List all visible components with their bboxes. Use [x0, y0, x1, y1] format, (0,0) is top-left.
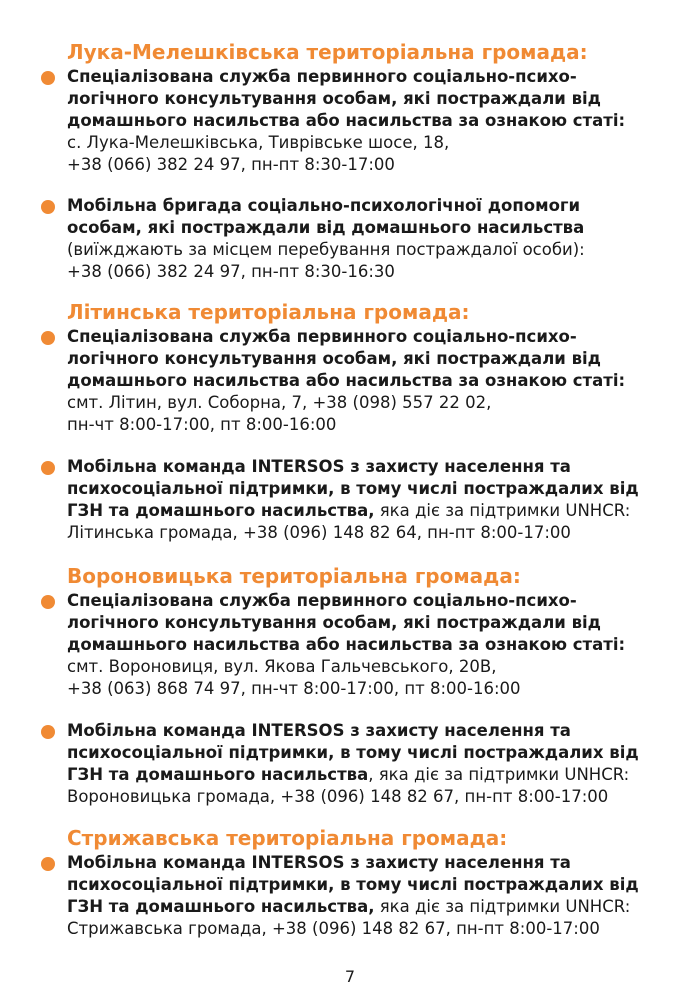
entry-line: [67, 918, 667, 940]
entry-bold-text: Мобільна бригада соціально-психологічної допомоги: [67, 196, 581, 215]
entry-line: [67, 742, 667, 764]
entry-bold-text: Спеціалізована служба первинного соціально-психо-: [67, 67, 577, 86]
entry-bold-text: логічного консультування особам, які постраждали від: [67, 89, 602, 108]
entry-line: [67, 720, 667, 742]
service-entry: [67, 720, 667, 808]
page-number: 7: [344, 967, 356, 986]
entry-text: Стрижавська громада, +38 (096) 148 82 67, пн-пт 8:00-17:00: [67, 919, 600, 938]
entry-bold-text: домашнього насильства або насильства за ознакою статі:: [67, 371, 626, 390]
service-entry: [67, 66, 667, 176]
entry-bold-text: домашнього насильства або насильства за ознакою статі:: [67, 111, 626, 130]
entry-text: , яка діє за підтримки UNHCR:: [368, 765, 630, 784]
entry-line: [67, 66, 667, 88]
entry-line: [67, 764, 667, 786]
bullet-icon: [41, 461, 55, 475]
entry-text: Літинська громада, +38 (096) 148 82 64, пн-пт 8:00-17:00: [67, 523, 571, 542]
entry-line: [67, 478, 667, 500]
bullet-icon: [41, 857, 55, 871]
entry-line: [67, 612, 667, 634]
entry-text: +38 (066) 382 24 97, пн-пт 8:30-17:00: [67, 155, 395, 174]
bullet-icon: [41, 725, 55, 739]
entry-text: (виїжджають за місцем перебування постраждалої особи):: [67, 240, 585, 259]
entry-bold-text: ГЗН та домашнього насильства: [67, 765, 369, 784]
entry-bold-text: Спеціалізована служба первинного соціально-психо-: [67, 327, 577, 346]
entry-line: [67, 110, 667, 132]
service-entry: [67, 852, 667, 940]
entry-line: [67, 678, 667, 700]
service-entry: [67, 456, 667, 544]
section-heading: Стрижавська територіальна громада:: [67, 826, 508, 850]
entry-text: смт. Вороновиця, вул. Якова Гальчевського, 20В,: [67, 657, 497, 676]
entry-bold-text: особам, які постраждали від домашнього насильства: [67, 218, 585, 237]
entry-bold-text: ГЗН та домашнього насильства,: [67, 501, 375, 520]
entry-line: [67, 590, 667, 612]
entry-bold-text: Мобільна команда INTERSOS з захисту населення та: [67, 457, 571, 476]
entry-line: [67, 217, 667, 239]
entry-bold-text: логічного консультування особам, які постраждали від: [67, 349, 602, 368]
bullet-icon: [41, 71, 55, 85]
entry-bold-text: логічного консультування особам, які постраждали від: [67, 613, 602, 632]
service-entry: [67, 590, 667, 700]
entry-bold-text: психосоціальної підтримки, в тому числі постраждалих від: [67, 743, 639, 762]
entry-text: смт. Літин, вул. Соборна, 7, +38 (098) 557 22 02,: [67, 393, 492, 412]
entry-bold-text: Спеціалізована служба первинного соціально-психо-: [67, 591, 577, 610]
entry-text: яка діє за підтримки UNHCR:: [374, 501, 631, 520]
entry-line: [67, 239, 667, 261]
entry-line: [67, 522, 667, 544]
service-entry: [67, 326, 667, 436]
bullet-icon: [41, 595, 55, 609]
entry-line: [67, 500, 667, 522]
entry-line: [67, 786, 667, 808]
bullet-icon: [41, 200, 55, 214]
entry-bold-text: Мобільна команда INTERSOS з захисту населення та: [67, 853, 571, 872]
entry-line: [67, 456, 667, 478]
entry-line: [67, 261, 667, 283]
entry-line: [67, 326, 667, 348]
entry-text: Вороновицька громада, +38 (096) 148 82 67, пн-пт 8:00-17:00: [67, 787, 609, 806]
entry-line: [67, 414, 667, 436]
entry-bold-text: Мобільна команда INTERSOS з захисту населення та: [67, 721, 571, 740]
service-entry: [67, 195, 667, 283]
entry-line: [67, 195, 667, 217]
entry-line: [67, 852, 667, 874]
entry-text: пн-чт 8:00-17:00, пт 8:00-16:00: [67, 415, 337, 434]
entry-line: [67, 392, 667, 414]
entry-line: [67, 132, 667, 154]
entry-text: с. Лука-Мелешківська, Тиврівське шосе, 18,: [67, 133, 450, 152]
section-heading: Лука-Мелешківська територіальна громада:: [67, 40, 588, 64]
entry-line: [67, 634, 667, 656]
bullet-icon: [41, 331, 55, 345]
entry-line: [67, 370, 667, 392]
entry-bold-text: ГЗН та домашнього насильства,: [67, 897, 375, 916]
entry-line: [67, 656, 667, 678]
section-heading: Літинська територіальна громада:: [67, 300, 470, 324]
entry-line: [67, 88, 667, 110]
entry-line: [67, 874, 667, 896]
entry-line: [67, 154, 667, 176]
entry-line: [67, 896, 667, 918]
entry-line: [67, 348, 667, 370]
entry-bold-text: психосоціальної підтримки, в тому числі постраждалих від: [67, 479, 639, 498]
entry-bold-text: домашнього насильства або насильства за ознакою статі:: [67, 635, 626, 654]
entry-bold-text: психосоціальної підтримки, в тому числі постраждалих від: [67, 875, 639, 894]
entry-text: +38 (066) 382 24 97, пн-пт 8:30-16:30: [67, 262, 395, 281]
section-heading: Вороновицька територіальна громада:: [67, 564, 521, 588]
entry-text: яка діє за підтримки UNHCR:: [374, 897, 631, 916]
entry-text: +38 (063) 868 74 97, пн-чт 8:00-17:00, пт 8:00-16:00: [67, 679, 521, 698]
